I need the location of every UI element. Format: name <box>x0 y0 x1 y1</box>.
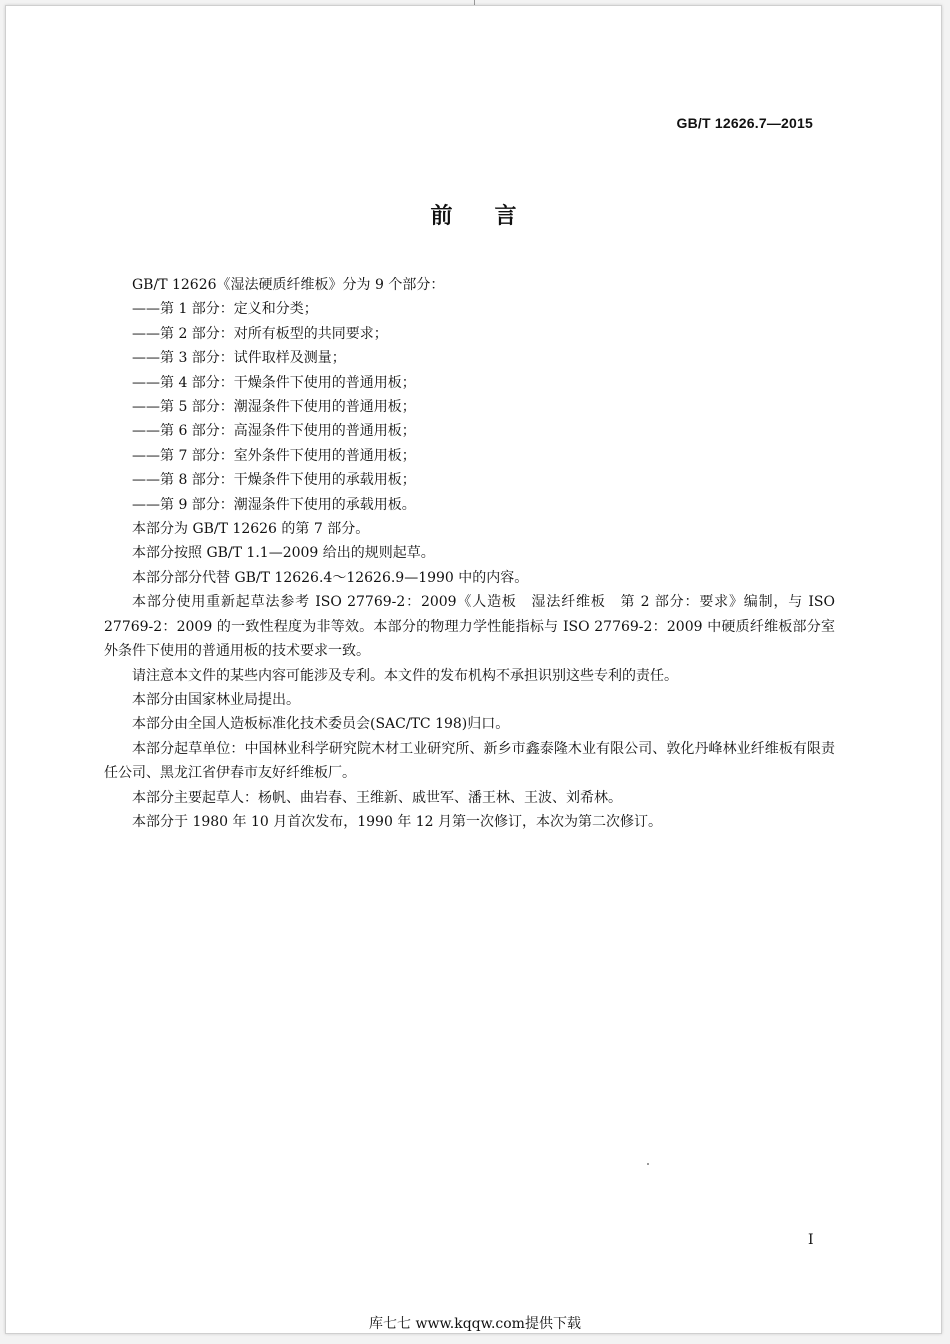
page-number: I <box>808 1232 814 1248</box>
paragraph: GB/T 12626《湿法硬质纤维板》分为 9 个部分： <box>132 277 445 293</box>
paragraph: 本部分由国家林业局提出。 <box>132 691 300 708</box>
paragraph: 本部分于 1980 年 10 月首次发布，1990 年 12 月第一次修订，本次为第二次修订。 <box>132 813 663 830</box>
paragraph: 本部分按照 GB/T 1.1—2009 给出的规则起草。 <box>132 545 435 562</box>
paragraph: 本部分使用重新起草法参考 ISO 27769-2：2009《人造板 湿法纤维板 第 2 部分：要求》编制，与 ISO 27769-2：2009 的一致性程度为非等效。本部分的物理力学性能指标与 ISO 27769-2：2009 中硬质纤维板部分室外条件下使用的普通用板的技术要求一致。 <box>104 594 835 660</box>
paragraph: 本部分为 GB/T 12626 的第 7 部分。 <box>132 521 370 538</box>
list-item: ——第 5 部分：潮湿条件下使用的普通用板； <box>132 399 416 416</box>
list-item: ——第 7 部分：室外条件下使用的普通用板； <box>132 447 416 464</box>
list-item: ——第 8 部分：干燥条件下使用的承载用板； <box>132 472 416 489</box>
list-item: ——第 3 部分：试件取样及测量； <box>132 350 346 367</box>
document-page <box>5 5 942 1334</box>
scan-speck <box>647 1163 649 1165</box>
paragraph: 本部分主要起草人：杨帆、曲岩春、王维新、戚世军、潘王林、王波、刘希林。 <box>132 789 622 806</box>
page-title: 前言 <box>430 204 559 229</box>
paragraph: 本部分部分代替 GB/T 12626.4～12626.9—1990 中的内容。 <box>132 569 529 586</box>
preface-body <box>104 273 835 834</box>
download-watermark: 库七七 www.kqqw.com提供下载 <box>369 1316 581 1332</box>
list-item: ——第 6 部分：高湿条件下使用的普通用板； <box>132 423 416 440</box>
list-item: ——第 9 部分：潮湿条件下使用的承载用板。 <box>132 496 416 513</box>
paragraph: 本部分起草单位：中国林业科学研究院木材工业研究所、新乡市鑫泰隆木业有限公司、敦化丹峰林业纤维板有限责任公司、黑龙江省伊春市友好纤维板厂。 <box>104 740 835 782</box>
standard-code: GB/T 12626.7—2015 <box>676 115 813 131</box>
list-item: ——第 4 部分：干燥条件下使用的普通用板； <box>132 374 416 391</box>
paragraph: 本部分由全国人造板标准化技术委员会(SAC/TC 198)归口。 <box>132 716 510 733</box>
list-item: ——第 1 部分：定义和分类； <box>132 301 318 318</box>
paragraph: 请注意本文件的某些内容可能涉及专利。本文件的发布机构不承担识别这些专利的责任。 <box>132 667 678 684</box>
list-item: ——第 2 部分：对所有板型的共同要求； <box>132 325 388 342</box>
